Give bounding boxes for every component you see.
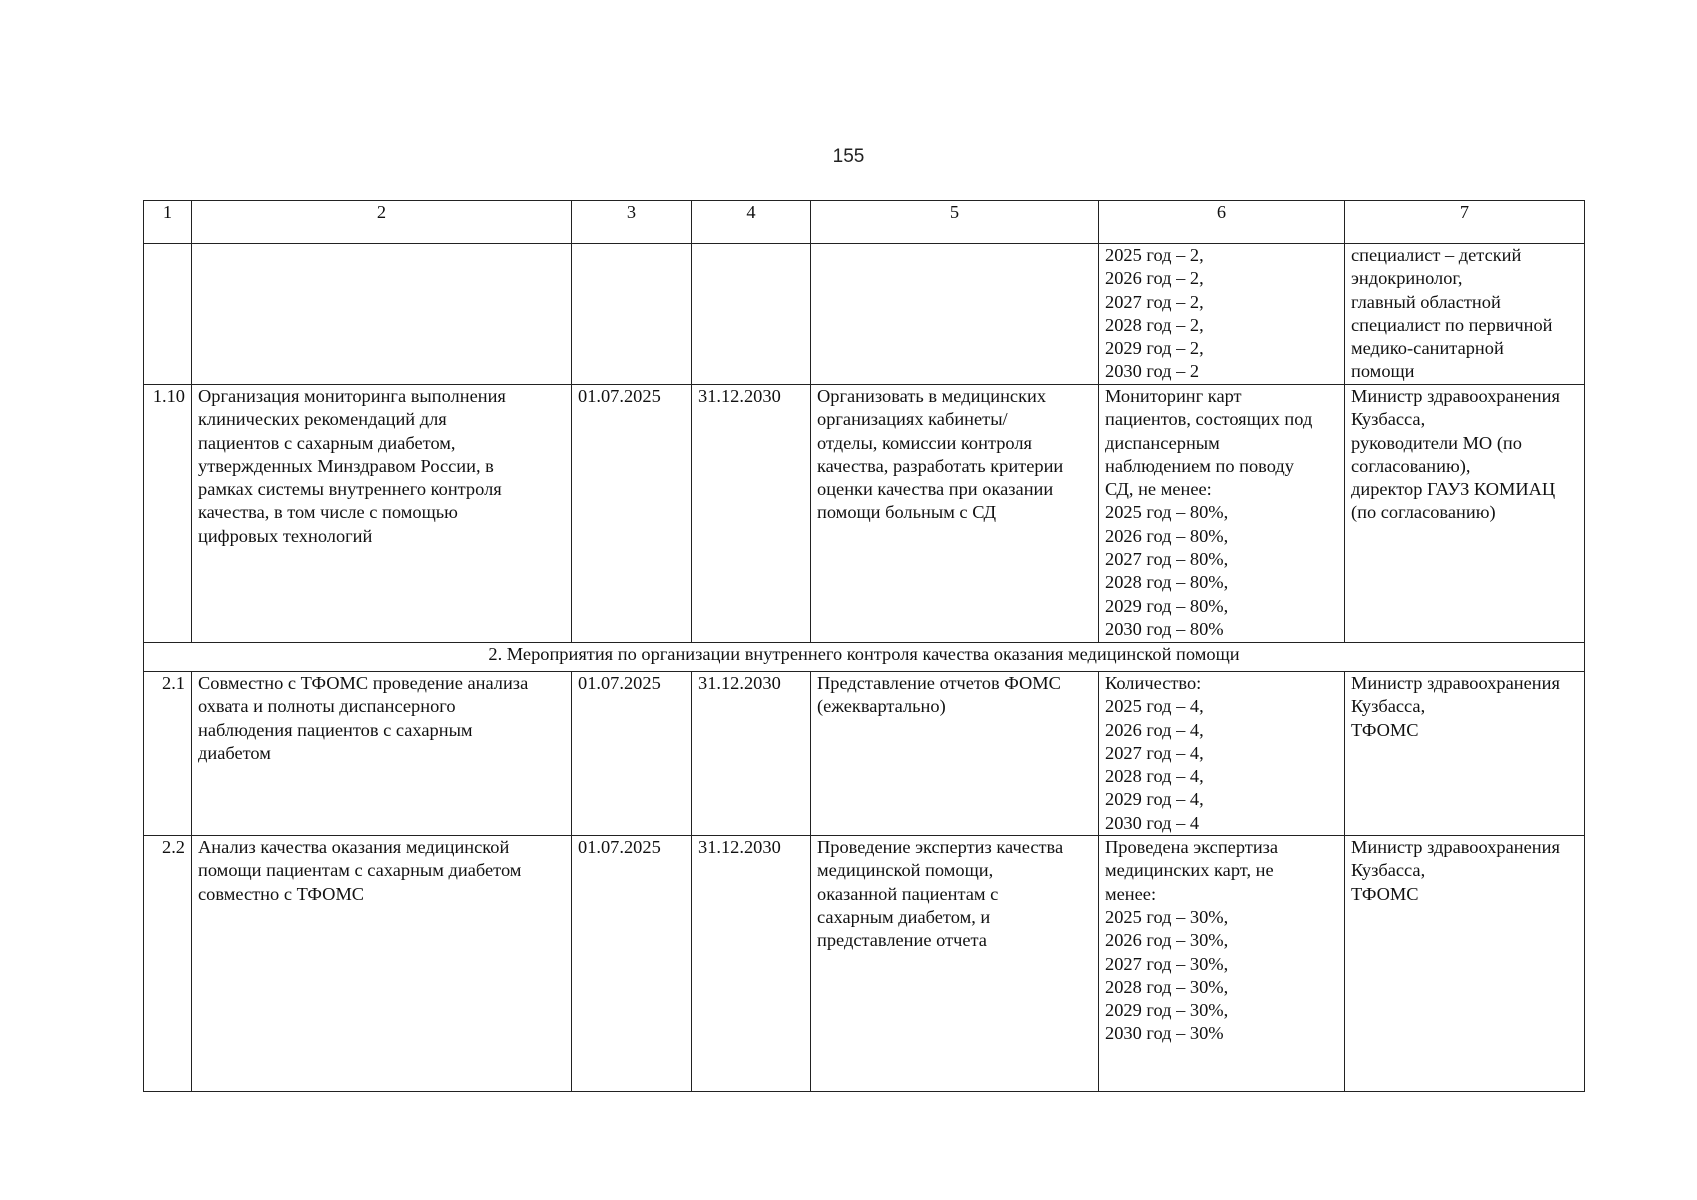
cell-start-date: 01.07.2025 [572,836,692,1092]
cell-number: 2.1 [144,672,192,836]
header-col-4: 4 [692,201,811,244]
cell-text-line: Организовать в медицинских [817,386,1047,406]
cell-text-line: 2029 год – 30%, [1105,1000,1229,1021]
table-row-continuation [144,244,1585,385]
cell-activity [192,244,572,385]
cell-text-line: 2025 год – 4, [1105,696,1204,717]
cell-responsible [1345,836,1585,1092]
cell-text-line: директор ГАУЗ КОМИАЦ [1351,479,1556,500]
cell-number: 1.10 [144,385,192,643]
cell-text-line: Анализ качества оказания медицинской [198,837,510,858]
cell-expected-result [811,244,1099,385]
header-col-7: 7 [1345,201,1585,244]
cell-end-date: 31.12.2030 [692,672,811,836]
cell-text-line: Кузбасса, [1351,696,1426,717]
cell-text-line: специалист по первичной [1351,314,1553,335]
cell-text-line: СД, не менее: [1105,479,1212,500]
table-row-1-10 [144,385,1585,643]
cell-text-line: диабетом [198,742,271,763]
cell-text-line: наблюдения пациентов с сахарным [198,719,473,740]
cell-text-line: Представление отчетов ФОМС [817,673,1061,693]
cell-text-line: главный областной [1351,291,1501,312]
cell-text-line: 2028 год – 80%, [1105,572,1229,593]
cell-text-line: менее: [1105,883,1157,904]
cell-text-line: 2026 год – 30%, [1105,930,1229,951]
cell-end-date: 31.12.2030 [692,385,811,643]
cell-text-line: Министр здравоохранения [1351,837,1560,858]
cell-indicator [1099,672,1345,836]
measures-table [143,200,1585,1092]
cell-text-line: рамках системы внутреннего контроля [198,479,502,500]
cell-expected-result [811,672,1099,836]
cell-text-line: охвата и полноты диспансерного [198,696,456,717]
cell-number: 2.2 [144,836,192,1092]
cell-text-line: Организация мониторинга выполнения [198,386,506,406]
cell-text-line: ТФОМС [1351,883,1419,904]
section-title: 2. Мероприятия по организации внутреннего контроля качества оказания медицинской помощи [144,643,1585,672]
cell-text-line: оценки качества при оказании [817,479,1054,500]
cell-text-line: Кузбасса, [1351,409,1426,430]
cell-text-line: 2030 год – 30% [1105,1023,1224,1044]
cell-text-line: 2025 год – 2, [1105,245,1204,265]
cell-text-line: цифровых технологий [198,525,373,546]
cell-text-line: специалист – детский [1351,245,1522,265]
cell-text-line: 2028 год – 30%, [1105,976,1229,997]
cell-text-line: 2029 год – 80%, [1105,595,1229,616]
cell-text-line: Министр здравоохранения [1351,673,1560,693]
cell-text-line: качества, в том числе с помощью [198,502,458,523]
cell-text-line: (ежеквартально) [817,696,946,717]
cell-text-line: отделы, комиссии контроля [817,432,1033,453]
cell-text-line: 2028 год – 4, [1105,766,1204,787]
cell-text-line: 2029 год – 4, [1105,789,1204,810]
cell-text-line: пациентов с сахарным диабетом, [198,432,456,453]
cell-start-date: 01.07.2025 [572,672,692,836]
cell-text-line: Кузбасса, [1351,860,1426,881]
cell-expected-result [811,385,1099,643]
cell-text-line: 2030 год – 80% [1105,618,1224,639]
cell-text-line: диспансерным [1105,432,1220,453]
cell-expected-result [811,836,1099,1092]
cell-text-line: эндокринолог, [1351,268,1463,289]
cell-activity [192,385,572,643]
cell-start-date: 01.07.2025 [572,385,692,643]
cell-start-date [572,244,692,385]
cell-text-line: Совместно с ТФОМС проведение анализа [198,673,529,693]
cell-text-line: представление отчета [817,930,987,951]
header-row [144,201,1585,244]
cell-text-line: медицинских карт, не [1105,860,1274,881]
cell-number [144,244,192,385]
cell-text-line: 2025 год – 80%, [1105,502,1229,523]
cell-text-line: 2026 год – 2, [1105,268,1204,289]
cell-text-line: Проведена экспертиза [1105,837,1279,858]
cell-text-line: 2027 год – 4, [1105,742,1204,763]
cell-text-line: 2028 год – 2, [1105,314,1204,335]
cell-text-line: руководители МО (по [1351,432,1522,453]
cell-text-line: Мониторинг карт [1105,386,1242,406]
header-col-2: 2 [192,201,572,244]
cell-text-line: 2026 год – 80%, [1105,525,1229,546]
cell-text-line: Проведение экспертиз качества [817,837,1064,858]
cell-text-line: медицинской помощи, [817,860,994,881]
cell-text-line: пациентов, состоящих под [1105,409,1313,430]
cell-text-line: 2030 год – 4 [1105,812,1200,833]
cell-text-line: Количество: [1105,673,1202,693]
cell-end-date [692,244,811,385]
cell-text-line: помощи [1351,361,1415,382]
cell-text-line: 2027 год – 80%, [1105,549,1229,570]
section-row [144,643,1585,672]
cell-indicator [1099,385,1345,643]
cell-end-date: 31.12.2030 [692,836,811,1092]
header-col-5: 5 [811,201,1099,244]
cell-text-line: Министр здравоохранения [1351,386,1560,406]
cell-text-line: согласованию), [1351,455,1471,476]
cell-activity [192,836,572,1092]
cell-indicator [1099,836,1345,1092]
cell-text-line: 2030 год – 2 [1105,361,1200,382]
cell-text-line: наблюдением по поводу [1105,455,1294,476]
cell-text-line: 2025 год – 30%, [1105,906,1229,927]
cell-text-line: совместно с ТФОМС [198,883,365,904]
table-row-2-1 [144,672,1585,836]
page-number: 155 [832,146,865,167]
cell-text-line: клинических рекомендаций для [198,409,447,430]
header-col-1: 1 [144,201,192,244]
cell-text-line: 2027 год – 30%, [1105,953,1229,974]
cell-responsible [1345,672,1585,836]
cell-text-line: медико-санитарной [1351,338,1504,359]
cell-text-line: сахарным диабетом, и [817,906,991,927]
cell-text-line: 2026 год – 4, [1105,719,1204,740]
cell-text-line: (по согласованию) [1351,502,1496,523]
cell-indicator [1099,244,1345,385]
header-col-6: 6 [1099,201,1345,244]
cell-responsible [1345,244,1585,385]
cell-text-line: утвержденных Минздравом России, в [198,455,494,476]
table-row-2-2 [144,836,1585,1092]
cell-text-line: организациях кабинеты/ [817,409,1008,430]
cell-text-line: оказанной пациентам с [817,883,999,904]
header-col-3: 3 [572,201,692,244]
cell-text-line: качества, разработать критерии [817,455,1064,476]
cell-activity [192,672,572,836]
cell-responsible [1345,385,1585,643]
cell-text-line: 2027 год – 2, [1105,291,1204,312]
cell-text-line: 2029 год – 2, [1105,338,1204,359]
cell-text-line: ТФОМС [1351,719,1419,740]
cell-text-line: помощи больным с СД [817,502,997,523]
cell-text-line: помощи пациентам с сахарным диабетом [198,860,522,881]
